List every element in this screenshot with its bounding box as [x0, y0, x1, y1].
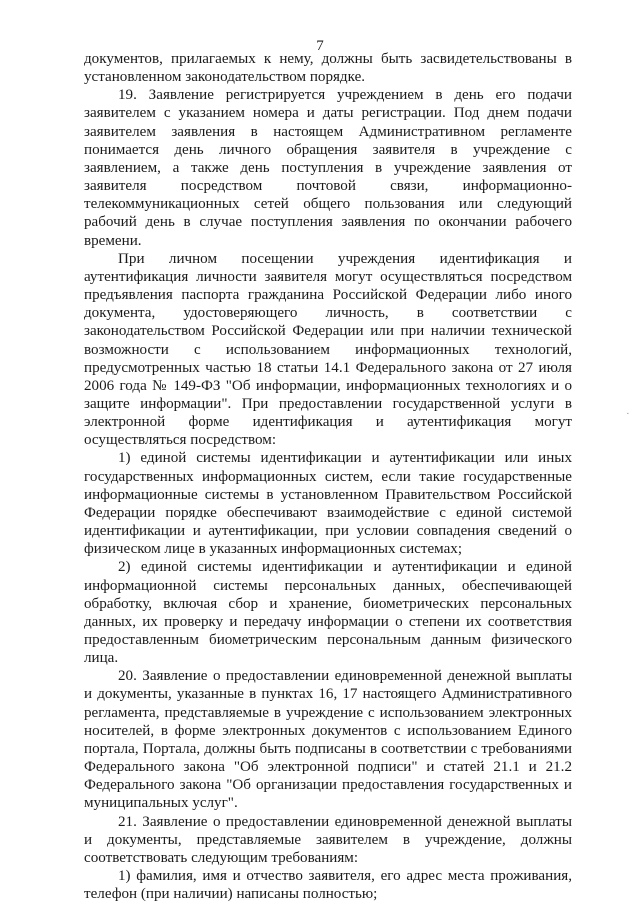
- paragraph-identification: При личном посещении учреждения идентификация и аутентификация личности заявителя могут осуществляться посредством предъявления паспорта гражданина Российской Федерации либо иного документа, удостоверяющего личность, в соответствии с законодательством Российской Федерации или при наличии технической возможности с использованием информационных технологий, предусмотренных частью 18 статьи 14.1 Федерального закона от 27 июля 2006 года № 149-ФЗ "Об информации, информационных технологиях и о защите информации". При предоставлении государственной услуги в электронной форме идентификация и аутентификация могут осуществляться посредством:: [84, 250, 572, 449]
- paragraph-21: 21. Заявление о предоставлении единовременной денежной выплаты и документы, представляемые заявителем в учреждение, должны соответствовать следующим требованиям:: [84, 813, 572, 866]
- scan-artifact-mark: ·: [626, 408, 630, 420]
- document-body: [84, 50, 572, 903]
- page-number: 7: [316, 38, 324, 54]
- paragraph-20: 20. Заявление о предоставлении единовременной денежной выплаты и документы, указанные в пунктах 16, 17 настоящего Административного регламента, представляемые в учреждение с использованием электронных носителей, в форме электронных документов с использованием Единого портала, Портала, должны быть подписаны в соответствии с требованиями Федерального закона "Об электронной подписи" и статей 21.1 и 21.2 Федерального закона "Об организации предоставления государственных и муниципальных услуг".: [84, 668, 572, 812]
- paragraph-continuation: документов, прилагаемых к нему, должны быть засвидетельствованы в установленном законодательством порядке.: [84, 51, 572, 86]
- list-item-1: 1) единой системы идентификации и аутентификации или иных государственных информационных систем, если такие государственные информационные системы в установленном Правительством Российской Федерации порядке обеспечивают взаимодействие с единой системой идентификации и аутентификации, при условии совпадения сведений о физическом лице в указанных информационных системах;: [84, 450, 572, 558]
- paragraph-21-item-1: 1) фамилия, имя и отчество заявителя, его адрес места проживания, телефон (при наличии) написаны полностью;: [84, 868, 572, 903]
- list-item-2: 2) единой системы идентификации и аутентификации и единой информационной системы персональных данных, обеспечивающей обработку, включая сбор и хранение, биометрических персональных данных, их проверку и передачу информации о степени их соответствия предоставленным биометрическим персональным данным физического лица.: [84, 559, 572, 667]
- paragraph-19: 19. Заявление регистрируется учреждением в день его подачи заявителем с указанием номера и даты регистрации. Под днем подачи заявителем заявления в настоящем Административном регламенте понимается день личного обращения заявителя в учреждение с заявлением, а также день поступления в учреждение заявления от заявителя посредством почтовой связи, информационно-телекоммуникационных сетей общего пользования или следующий рабочий день в случае поступления заявления по окончании рабочего времени.: [84, 87, 572, 249]
